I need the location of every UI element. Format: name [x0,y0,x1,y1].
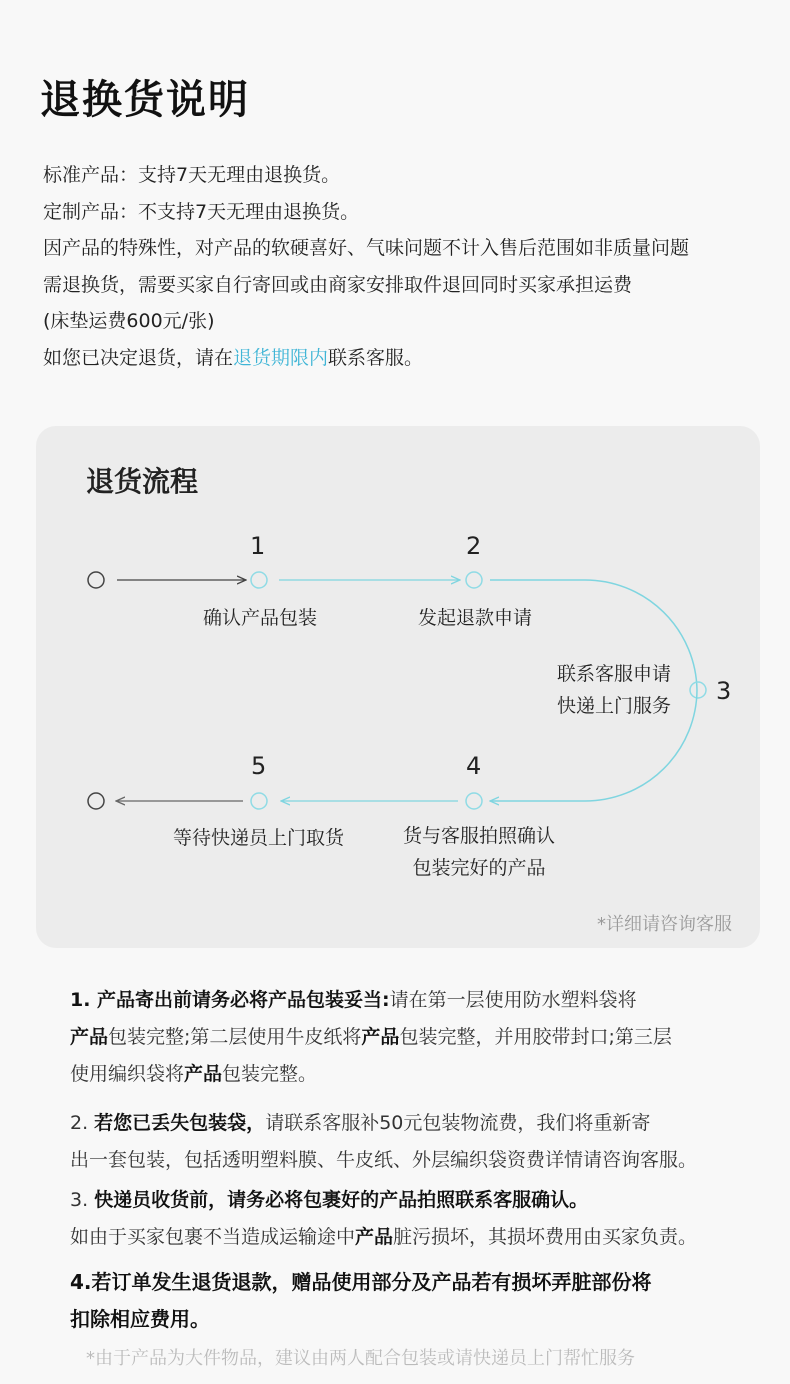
rule-line: 4.若订单发生退货退款，赠品使用部分及产品若有损坏弄脏部份将 [70,1270,652,1294]
return-period-highlight: 退货期限内 [233,346,329,369]
rule-text: 包装完整，并用胶带封口;第三层 [399,1026,672,1048]
step-4-number: 4 [466,752,482,780]
intro-line: 标准产品：支持7天无理由退换货。 [43,164,341,186]
rule-line [70,1056,770,1093]
step-3-node [690,682,706,698]
rule-line: 扣除相应费用。 [70,1307,210,1331]
page-title: 退换货说明 [40,77,250,123]
rule-line [70,1019,770,1056]
step-1-number: 1 [250,532,266,560]
step-1-label: 确认产品包装 [203,607,318,629]
step-1-node [251,572,267,588]
step-2-number: 2 [466,532,482,560]
rule-2 [70,1105,770,1179]
rule-1 [70,982,770,1093]
rule-emphasis: 产品 [70,1026,109,1048]
intro-text-segment: 如您已决定退货，请在 [43,346,234,369]
step-4-label [403,820,555,884]
rule-emphasis: 快递员收货前，请务必将包裹好的产品拍照联系客服确认。 [94,1189,589,1211]
rule-4 [70,1264,770,1338]
step-4-label-line: 货与客服拍照确认 [403,825,556,847]
rule-text: 请在第一层使用防水塑料袋将 [389,989,637,1011]
process-title: 退货流程 [86,465,199,498]
rule-text: 如由于买家包裹不当造成运输途中 [70,1226,356,1248]
step-3-number: 3 [716,677,732,705]
step-5-node [251,793,267,809]
rule-line [70,982,770,1019]
rule-text: 2. [70,1112,95,1134]
rule-text: 3. [70,1189,95,1211]
step-4-node [466,793,482,809]
step-3-label-line: 联系客服申请 [557,663,672,685]
intro-text-segment: 联系客服。 [328,346,424,369]
step-5-label: 等待快递员上门取货 [173,827,345,849]
rule-line [70,1105,770,1142]
rule-emphasis: 产品 [361,1026,400,1048]
rule-text: 使用编织袋将 [70,1063,185,1085]
rule-emphasis: 产品 [355,1226,394,1248]
end-node [88,793,104,809]
step-2-node [466,572,482,588]
rule-line [70,1182,770,1219]
rule-text: 请联系客服补50元包装物流费，我们将重新寄 [265,1112,651,1134]
step-4-label-line: 包装完好的产品 [412,857,546,879]
rule-emphasis: 产品 [184,1063,223,1085]
step-3-label [557,658,671,722]
rule-3 [70,1182,770,1256]
rule-line: 出一套包装，包括透明塑料膜、牛皮纸、外层编织袋资费详情请咨询客服。 [70,1149,698,1171]
rule-line [70,1219,770,1256]
bottom-note: *由于产品为大件物品，建议由两人配合包装或请快递员上门帮忙服务 [86,1348,635,1369]
rule-emphasis: 1. 产品寄出前请务必将产品包装妥当: [70,989,390,1011]
intro-line: 定制产品：不支持7天无理由退换货。 [43,200,360,223]
rule-emphasis: 若您已丢失包装袋， [94,1112,266,1134]
step-2-label: 发起退款申请 [418,607,533,629]
step-5-number: 5 [251,752,267,780]
step-3-label-line: 快递上门服务 [557,695,672,717]
intro-line: (床垫运费600元/张) [43,310,215,332]
process-note: *详细请咨询客服 [597,914,732,935]
intro-line: 因产品的特殊性，对产品的软硬喜好、气味问题不计入售后范围如非质量问题 [43,237,690,259]
rule-text: 包装完整;第二层使用牛皮纸将 [108,1026,362,1048]
start-node [88,572,104,588]
rule-text: 脏污损坏，其损坏费用由买家负责。 [393,1226,698,1248]
rule-text: 包装完整。 [222,1063,318,1085]
intro-line: 需退换货，需要买家自行寄回或由商家安排取件退回同时买家承担运费 [43,273,633,296]
